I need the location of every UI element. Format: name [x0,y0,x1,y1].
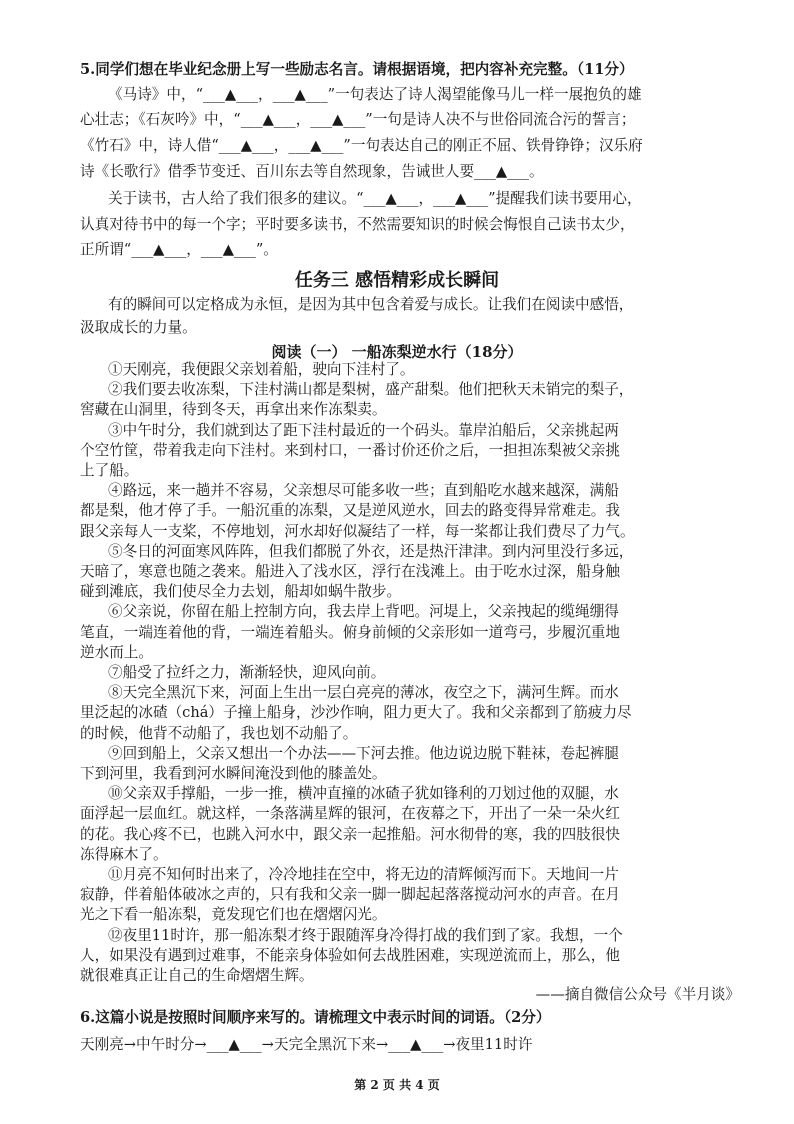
task3-intro-line2: 汲取成长的力量。 [80,319,197,336]
reading-line: ⑤冬日的河面寒风阵阵，但我们都脱了外衣，还是热汗津津。到内河里没行多远， [108,543,634,560]
q6-title: 6.这篇小说是按照时间顺序来写的。请梳理文中表示时间的词语。（2分） [80,1009,551,1026]
q5-title: 5.同学们想在毕业纪念册上写一些励志名言。请根据语境，把内容补充完整。（11分） [80,61,634,78]
q5-p1-line4: 诗《长歌行》借季节变迁、百川东去等自然现象，告诫世人要___▲___。 [80,163,544,180]
reading-line: ⑦船受了拉纤之力，渐渐轻快，迎风向前。 [108,664,386,681]
task3-intro-line1: 有的瞬间可以定格成为永恒，是因为其中包含着爱与成长。让我们在阅读中感悟， [108,296,634,313]
reading-line: ④路远，来一趟并不容易，父亲想尽可能多收一些；直到船吃水越来越深，满船 [108,482,619,499]
reading-line: 的花。我心疼不已，也跳入河水中，跟父亲一起推船。河水彻骨的寒，我的四肢很快 [80,826,620,843]
reading-line: 个空竹筐，带着我走向下洼村。来到村口，一番讨价还价之后，一担担冻梨被父亲挑 [80,442,620,459]
reading-line: ⑩父亲双手撑船，一步一推，横冲直撞的冰碴子犹如锋利的刀划过他的双腿，水 [108,785,619,802]
reading-line: 窖藏在山洞里，待到冬天，再拿出来作冻梨卖。 [80,401,387,418]
reading-line: 都是梨，他才停了手。一船沉重的冻梨，又是逆风逆水，回去的路变得异常难走。我 [80,502,620,519]
reading-line: ②我们要去收冻梨，下洼村满山都是梨树，盛产甜梨。他们把秋天未销完的梨子， [108,381,634,398]
q5-p2-line2: 认真对待书中的每一个字；平时要多读书，不然需要知识的时候会悔恨自己读书太少， [80,216,635,233]
q5-p2-line1: 关于读书，古人给了我们很多的建议。“___▲___，___▲___”提醒我们读书要用心， [108,190,642,207]
reading-line: 寂静，伴着船体破冰之声的，只有我和父亲一脚一脚起起落落搅动河水的声音。在月 [80,886,620,903]
reading-line: ⑥父亲说，你留在船上控制方向，我去岸上背吧。河堤上，父亲拽起的缆绳绷得 [108,603,619,620]
reading-title: 阅读（一） 一船冻梨逆水行（18分） [271,343,523,361]
reading-line: 上了船。 [80,462,139,479]
reading-line: 光之下看一船冻梨，竟发现它们也在熠熠闪光。 [80,906,387,923]
reading-line: 下到河里，我看到河水瞬间淹没到他的膝盖处。 [80,765,387,782]
reading-line: ⑪月亮不知何时出来了，冷冷地挂在空中，将无边的清辉倾泻而下。天地间一片 [108,866,619,883]
reading-line: ③中午时分，我们就到达了距下洼村最近的一个码头。靠岸泊船后，父亲挑起两 [108,422,619,439]
reading-line: ⑨回到船上，父亲又想出一个办法——下河去推。他边说边脱下鞋袜，卷起裤腿 [108,745,619,762]
q5-p1-line2: 心壮志；《石灰吟》中，“___▲___，___▲___”一句是诗人决不与世俗同流合污的誓言； [80,111,636,128]
reading-source: ——摘自微信公众号《半月谈》 [535,986,740,1003]
reading-line: ⑫夜里11时许，那一船冻梨才终于跟随浑身冷得打战的我们到了家。我想，一个 [108,927,623,944]
task3-title: 任务三 感悟精彩成长瞬间 [294,270,500,291]
q6-time-flow: 天刚亮→中午时分→___▲___→天完全黑沉下来→___▲___→夜里11时许 [80,1036,533,1053]
q5-p1-line1: 《马诗》中，“___▲___，___▲___”一句表达了诗人渴望能像马儿一样一展抱负的雄 [108,86,642,103]
reading-line: 碰到滩底，我们使尽全力去划，船却如蜗牛散步。 [80,583,402,600]
reading-line: 跟父亲每人一支桨，不停地划，河水却好似凝结了一样，每一桨都让我们费尽了力气。 [80,523,635,540]
reading-line: 里泛起的冰碴（chá）子撞上船身，沙沙作响，阻力更大了。我和父亲都到了筋疲力尽 [80,704,632,721]
reading-line: 笔直，一端连着他的背，一端连着船头。俯身前倾的父亲形如一道弯弓，步履沉重地 [80,624,620,641]
reading-line: 逆水而上。 [80,644,153,661]
reading-line: 人，如果没有遇到过难事，不能亲身体验如何去战胜困难，实现逆流而上，那么，他 [80,947,620,964]
reading-line: 面浮起一层血红。就这样，一条落满星辉的银河，在夜幕之下，开出了一朵一朵火红 [80,805,620,822]
reading-line: ⑧天完全黑沉下来，河面上生出一层白亮亮的薄冰，夜空之下，满河生辉。而水 [108,684,619,701]
reading-line: 就很难真正让自己的生命熠熠生辉。 [80,967,314,984]
reading-line: 冻得麻木了。 [80,846,168,863]
q5-p2-line3: 正所谓“___▲___，___▲___”。 [80,241,278,258]
page-footer: 第 2 页 共 4 页 [354,1078,440,1092]
q5-p1-line3: 《竹石》中，诗人借“___▲___，___▲___”一句表达自己的刚正不屈、铁骨铮铮；汉乐府 [80,137,643,154]
reading-line: 的时候，他背不动船了，我也划不动船了。 [80,725,358,742]
reading-line: ①天刚亮，我便跟父亲划着船，驶向下洼村了。 [108,361,415,378]
reading-line: 天暗了，寒意也随之袭来。船进入了浅水区，浮行在浅滩上。由于吃水过深，船身触 [80,563,620,580]
